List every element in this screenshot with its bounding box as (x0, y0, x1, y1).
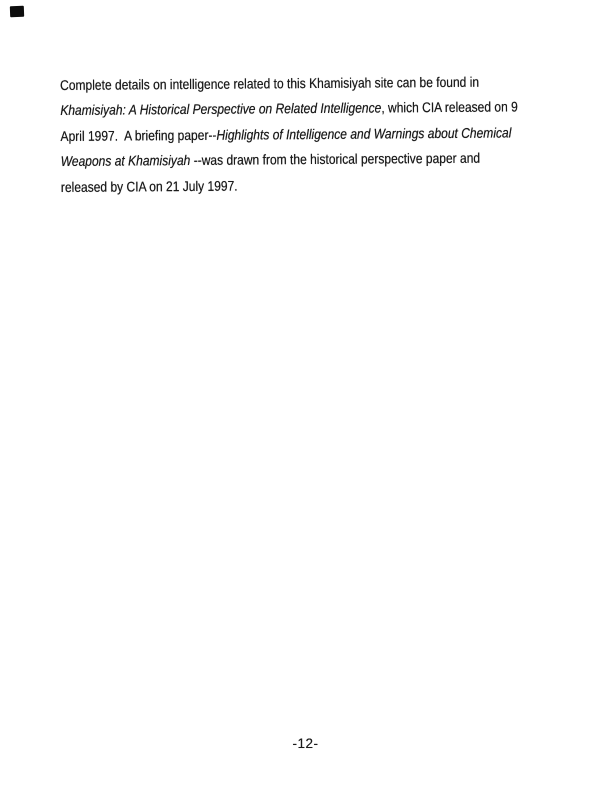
text-segment-italic: Highlights of Intelligence and Warnings about Chemical (216, 124, 512, 143)
text-segment: --was drawn from the historical perspective paper and (190, 149, 481, 169)
page-number: -12- (292, 736, 319, 751)
text-segment: April 1997. A briefing paper-- (60, 126, 217, 144)
text-segment-italic: Weapons at Khamisiyah (60, 152, 191, 170)
text-line (61, 170, 611, 200)
text-segment: , which CIA released on 9 (381, 98, 518, 116)
text-segment: released by CIA on 21 July 1997. (60, 177, 238, 195)
body-paragraph (60, 69, 611, 200)
scan-artifact-mark (10, 6, 24, 17)
text-segment-italic: Khamisiyah: A Historical Perspective on Related Intelligence (60, 99, 382, 119)
text-segment: Complete details on intelligence related to this Khamisiyah site can be found in (60, 73, 480, 93)
